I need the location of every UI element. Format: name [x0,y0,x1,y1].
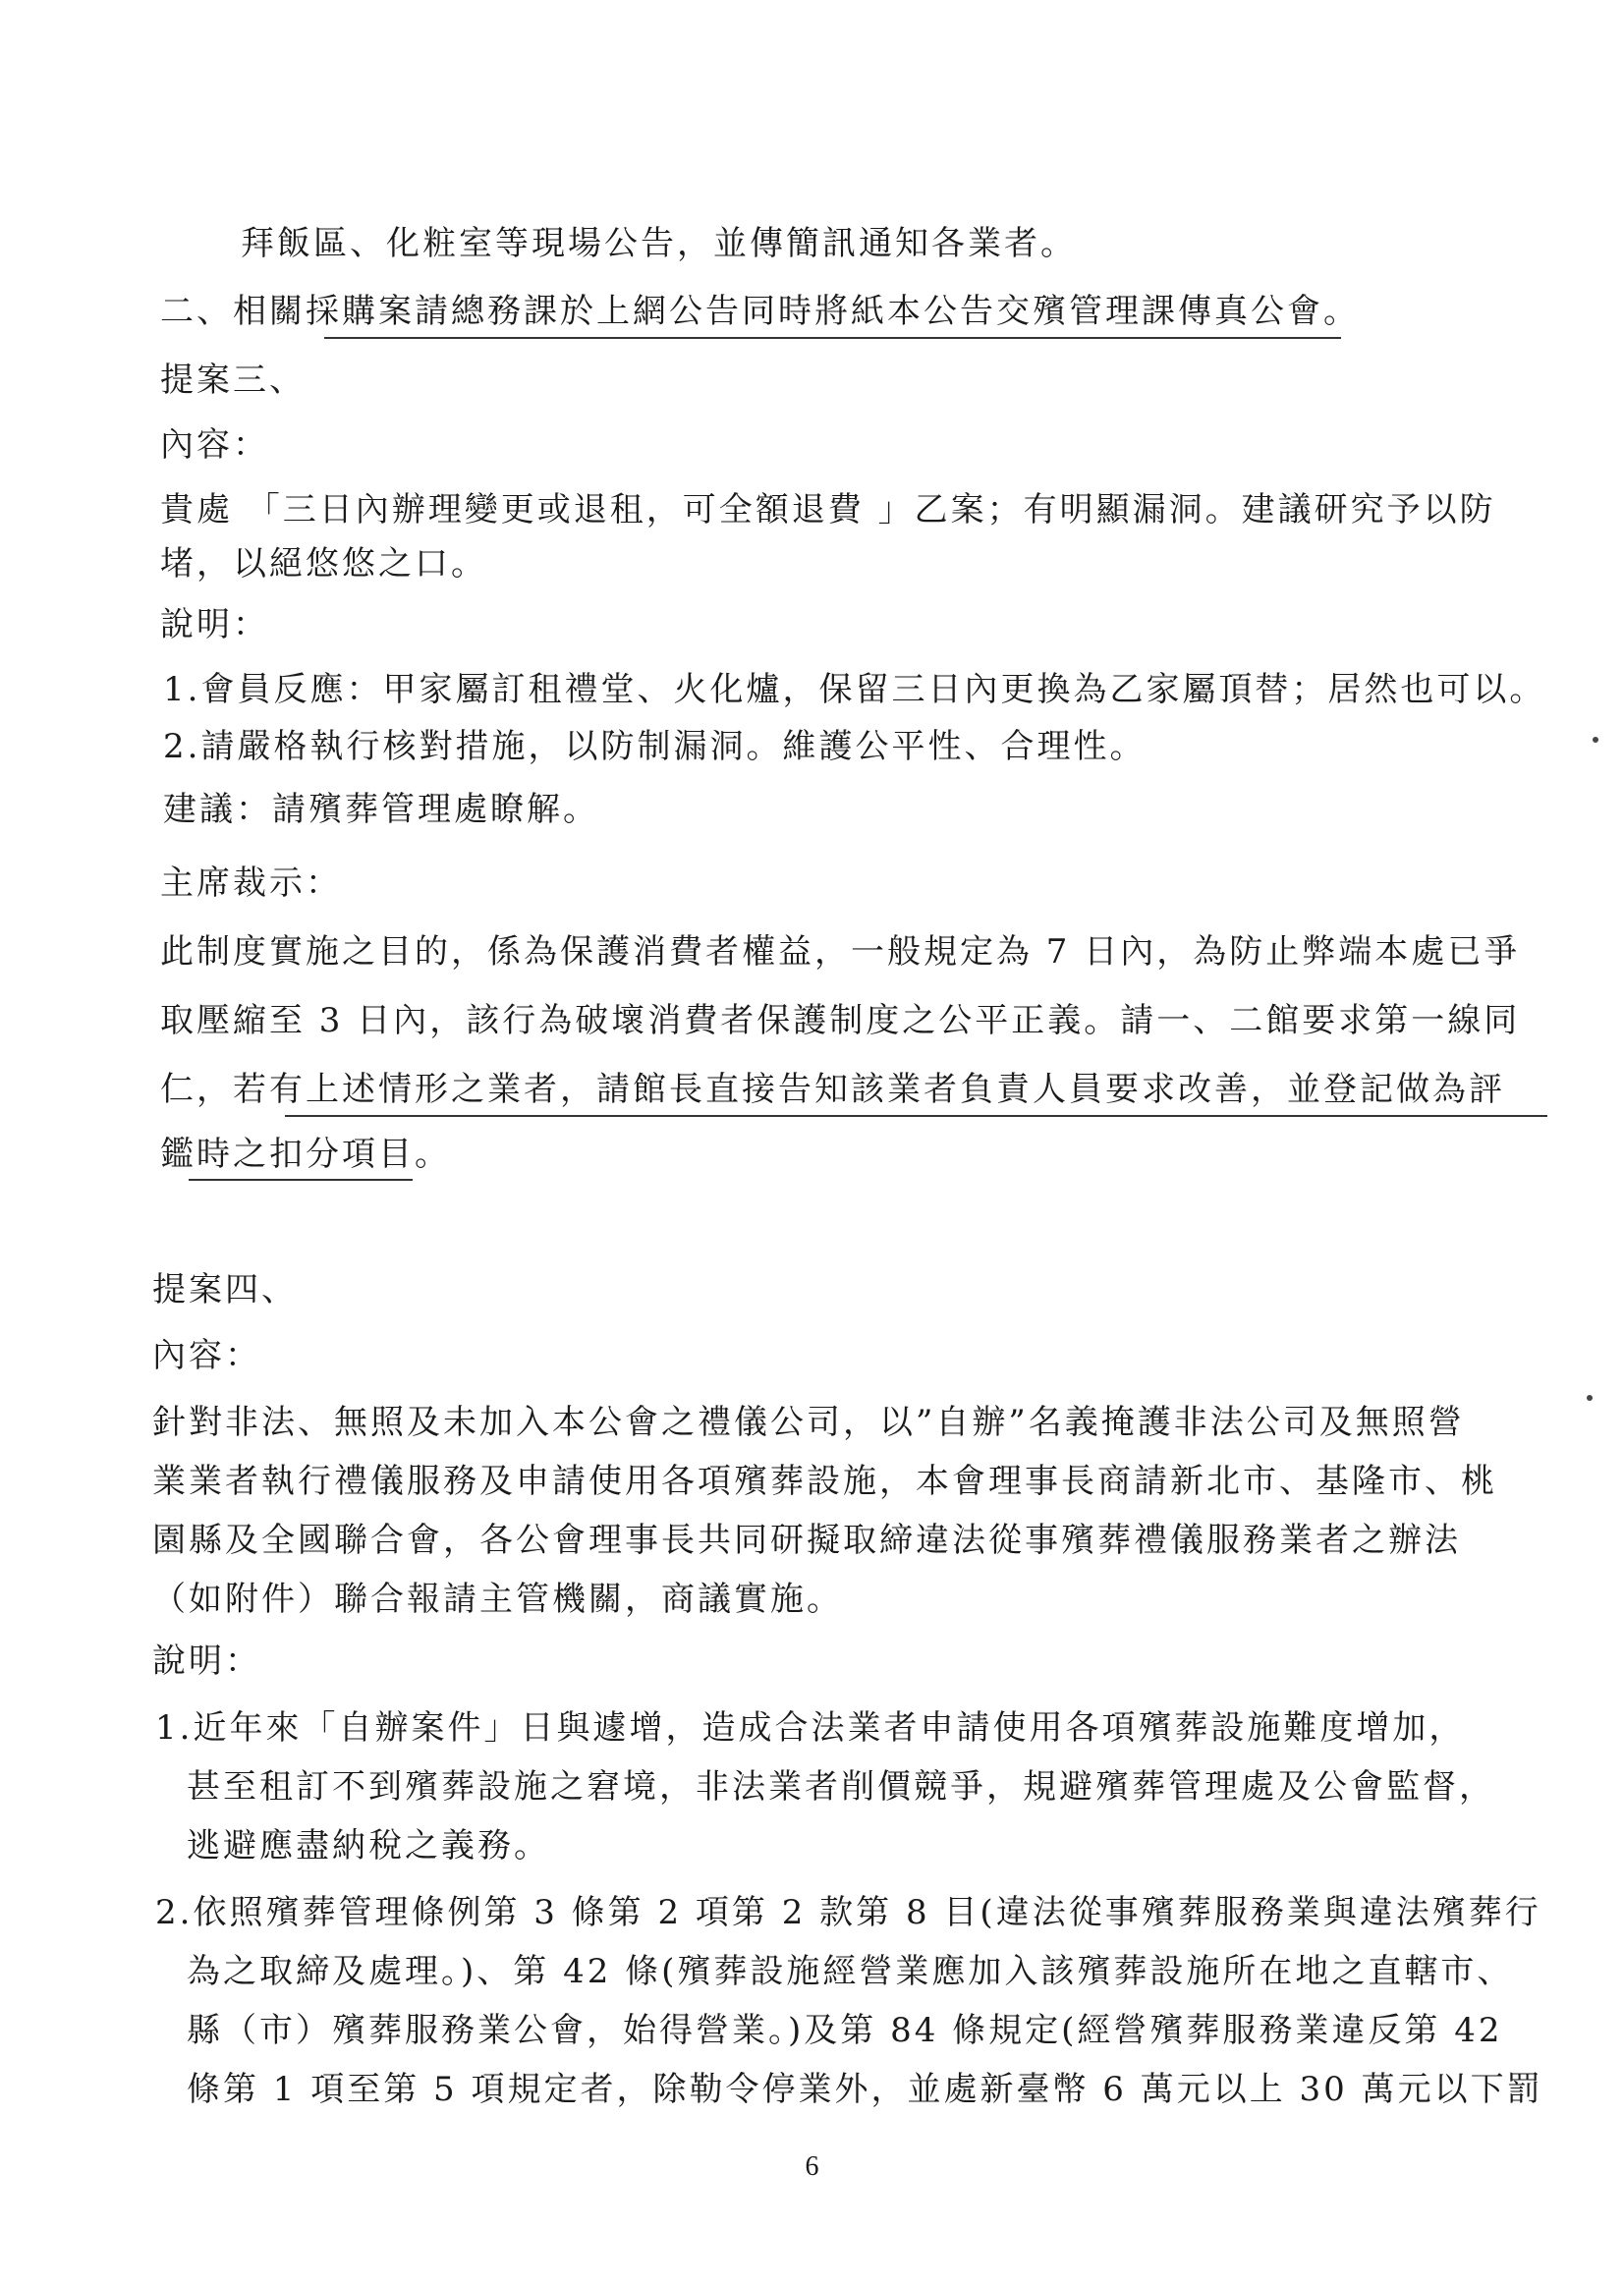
list-item-continuation: 縣（市）殯葬服務業公會，始得營業。)及第 84 條規定(經營殯葬服務業違反第 42 [187,2011,1503,2050]
list-item-continuation: 為之取締及處理。)、第 42 條(殯葬設施經營業應加入該殯葬設施所在地之直轄市、 [187,1952,1514,1991]
label-chair-ruling: 主席裁示： [160,863,342,903]
text-line: 鑑時之扣分項目。 [160,1135,451,1174]
label-explanation: 說明： [160,605,269,644]
label-explanation: 說明： [152,1642,261,1681]
page-number: 6 [805,2151,819,2182]
text-line: 針對非法、無照及未加入本公會之禮儀公司，以”自辦”名義掩護非法公司及無照營 [152,1403,1465,1442]
underline [189,1179,413,1181]
underline [324,337,1341,339]
list-item: 2.請嚴格執行核對措施，以防制漏洞。維護公平性、合理性。 [163,727,1147,766]
text-line: 拜飯區、化粧室等現場公告，並傳簡訊通知各業者。 [241,224,1077,263]
list-item-continuation: 逃避應盡納稅之義務。 [187,1826,550,1865]
label-content: 內容： [152,1336,261,1375]
text-line: （如附件）聯合報請主管機關，商議實施。 [152,1580,843,1619]
text-line: 堵，以絕悠悠之口。 [160,544,487,584]
suggestion: 建議：請殯葬管理處瞭解。 [163,790,599,829]
underline [285,1115,1547,1117]
text-line: 園縣及全國聯合會，各公會理事長共同研擬取締違法從事殯葬禮儀服務業者之辦法 [152,1521,1461,1560]
list-item-continuation: 甚至租訂不到殯葬設施之窘境，非法業者削價競爭，規避殯葬管理處及公會監督， [187,1767,1495,1807]
list-item: 1.會員反應：甲家屬訂租禮堂、火化爐，保留三日內更換為乙家屬頂替；居然也可以。 [163,670,1546,709]
section-heading: 提案三、 [160,361,306,400]
list-item: 2.依照殯葬管理條例第 3 條第 2 項第 2 款第 8 目(違法從事殯葬服務業與違法殯葬行 [155,1893,1541,1932]
text-line: 仁，若有上述情形之業者，請館長直接告知該業者負責人員要求改善，並登記做為評 [160,1070,1505,1109]
scan-speck [1593,737,1598,743]
text-line: 此制度實施之目的，係為保護消費者權益，一般規定為 7 日內，為防止弊端本處已爭 [160,932,1521,972]
text-line: 業業者執行禮儀服務及申請使用各項殯葬設施，本會理事長商請新北市、基隆市、桃 [152,1462,1497,1501]
text-line: 取壓縮至 3 日內，該行為破壞消費者保護制度之公平正義。請一、二館要求第一線同 [160,1001,1521,1040]
list-item: 1.近年來「自辦案件」日與遽增，造成合法業者申請使用各項殯葬設施難度增加， [155,1708,1466,1748]
section-heading: 提案四、 [152,1270,298,1309]
list-item-continuation: 條第 1 項至第 5 項規定者，除勒令停業外，並處新臺幣 6 萬元以上 30 萬元以下罰 [187,2070,1543,2109]
text-line: 貴處 「三日內辦理變更或退租，可全額退費 」乙案；有明顯漏洞。建議研究予以防 [160,490,1496,529]
label-content: 內容： [160,425,269,465]
scan-speck [1587,1395,1593,1401]
text-line: 二、相關採購案請總務課於上網公告同時將紙本公告交殯管理課傳真公會。 [160,292,1360,331]
